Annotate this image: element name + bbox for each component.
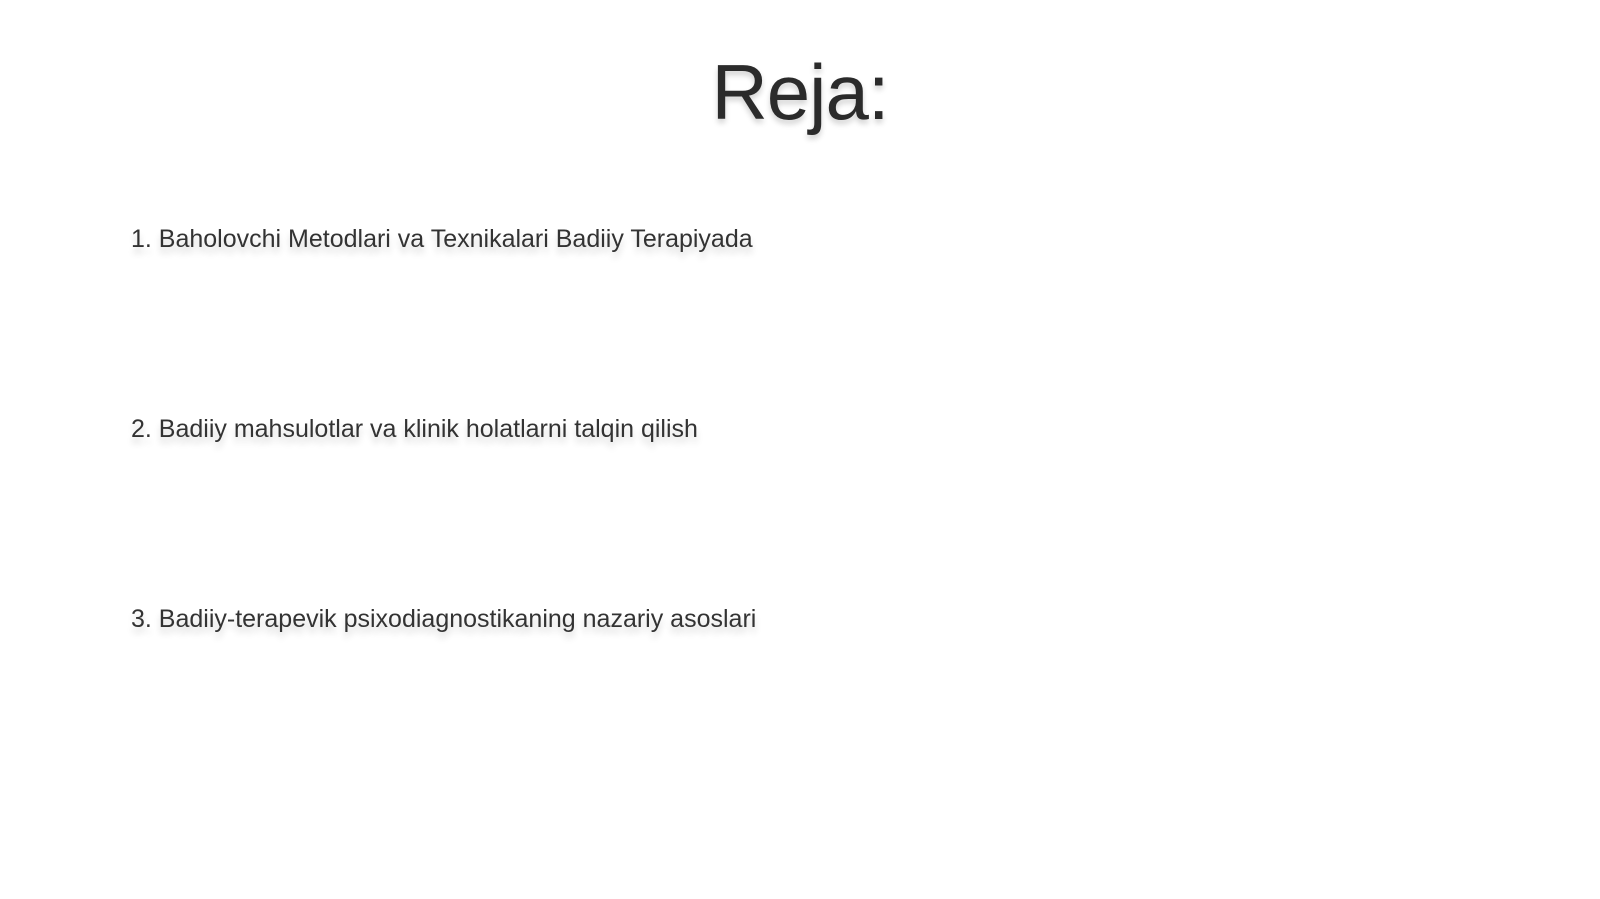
plan-item-1: 1. Baholovchi Metodlari va Texnikalari Badiiy Terapiyada [131,225,753,253]
plan-item-3: 3. Badiiy-terapevik psixodiagnostikaning nazariy asoslari [131,605,757,633]
plan-item-2: 2. Badiiy mahsulotlar va klinik holatlarni talqin qilish [131,415,698,443]
slide-title: Reja: [711,48,889,136]
